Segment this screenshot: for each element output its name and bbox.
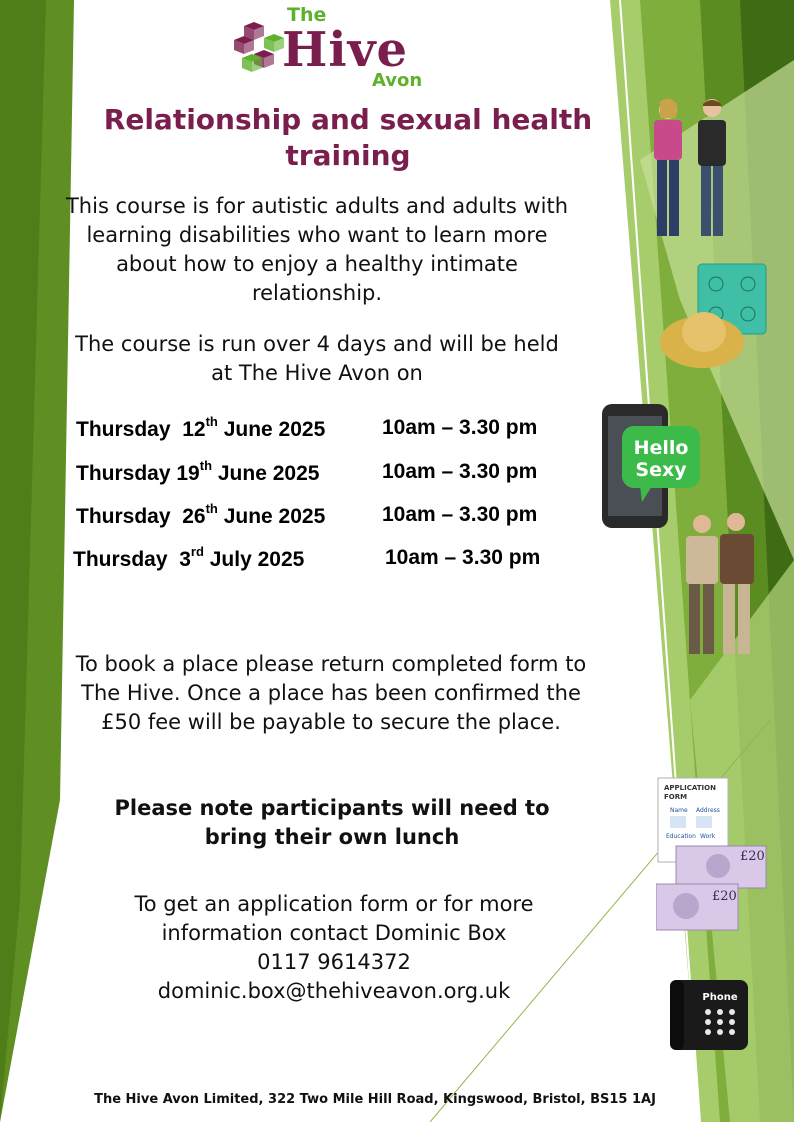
session-row	[76, 460, 596, 490]
couple-illustration	[640, 96, 740, 246]
form-title-1: APPLICATION	[664, 784, 716, 792]
contact-line-2: information contact Dominic Box	[161, 921, 507, 945]
session-date: Thursday 19th June 2025	[76, 458, 320, 485]
hive-avon-logo	[232, 4, 442, 92]
hive-cubes-icon	[234, 22, 284, 74]
page-title: Relationship and sexual health training	[103, 103, 593, 172]
session-row	[76, 416, 596, 446]
session-date: Thursday 12th June 2025	[76, 414, 326, 441]
footer-address: The Hive Avon Limited, 322 Two Mile Hill Road, Kingswood, Bristol, BS15 1AJ	[94, 1092, 656, 1107]
session-date: Thursday 26th June 2025	[76, 501, 326, 528]
lunch-note: Please note participants will need to bring their own lunch	[114, 796, 550, 849]
two-men-illustration	[676, 510, 764, 660]
contact-line-1: To get an application form or for more	[134, 892, 534, 916]
session-time: 10am – 3.30 pm	[382, 503, 538, 526]
session-date: Thursday 3rd July 2025	[73, 544, 305, 571]
condoms-illustration	[660, 262, 770, 374]
phone-bubble-line1: Hello	[633, 437, 689, 459]
banknote-value-2: £20	[712, 889, 737, 904]
form-field-work: Work	[700, 833, 716, 840]
logo-avon-text: Avon	[372, 70, 423, 91]
course-description: This course is for autistic adults and adults with learning disabilities who want to learn more about how to enjoy a healthy intimate relationship.	[65, 194, 569, 305]
contact-email[interactable]: dominic.box@thehiveavon.org.uk	[157, 979, 511, 1003]
logo-hive-text: Hive	[282, 22, 409, 78]
form-field-address: Address	[696, 807, 720, 814]
session-row	[73, 546, 593, 576]
session-time: 10am – 3.30 pm	[385, 546, 541, 569]
form-field-education: Education	[666, 833, 696, 840]
logo-the-text: The	[287, 4, 327, 26]
banknote-value-1: £20	[740, 849, 765, 864]
session-row	[76, 503, 596, 533]
phone-bubble-line2: Sexy	[635, 459, 687, 481]
form-field-name: Name	[670, 807, 688, 814]
form-title-2: FORM	[664, 793, 688, 801]
booking-instructions: To book a place please return completed form to The Hive. Once a place has been confirmed the £50 fee will be payable to secure the place.	[75, 652, 587, 734]
session-time: 10am – 3.30 pm	[382, 460, 538, 483]
contact-info	[82, 890, 586, 1006]
session-time: 10am – 3.30 pm	[382, 416, 538, 439]
contact-phone[interactable]: 0117 9614372	[257, 950, 411, 974]
desk-phone-label: Phone	[702, 992, 738, 1003]
desk-phone-illustration	[668, 978, 750, 1052]
form-and-money-illustration	[656, 776, 768, 936]
course-schedule-intro: The course is run over 4 days and will be held at The Hive Avon on	[75, 332, 559, 385]
